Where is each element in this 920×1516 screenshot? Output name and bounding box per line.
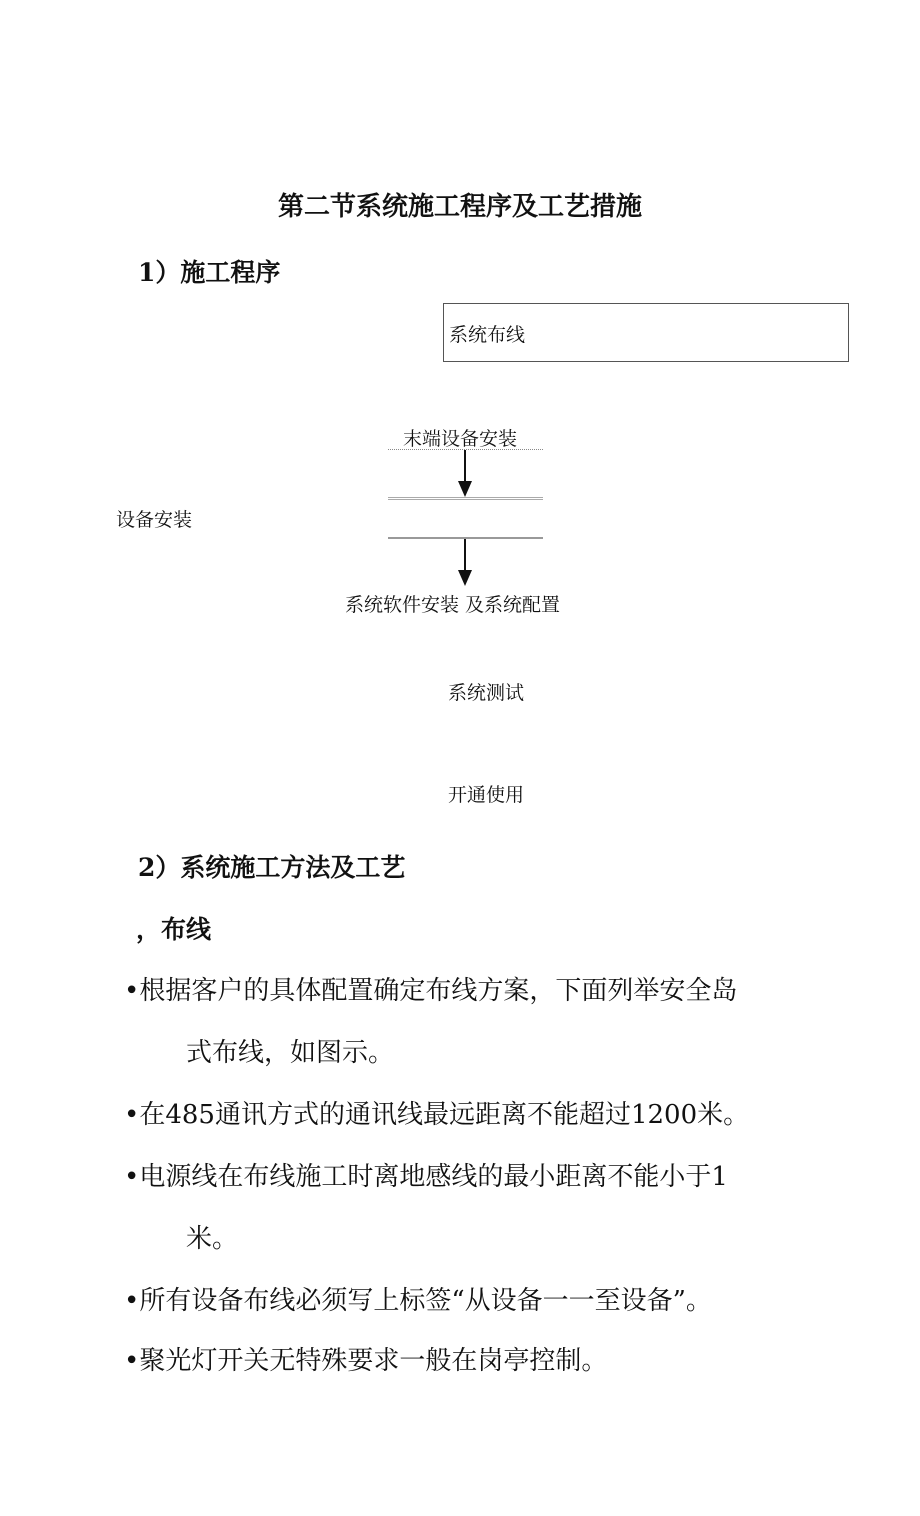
flow-side-label-device-install: 设备安装 (116, 509, 193, 531)
bullet-3-line-1: •电源线在布线施工时离地感线的最小距离不能小于1 (124, 1162, 728, 1192)
flow-arrow-down-2-shaft (464, 539, 466, 571)
bullet-3-line-2: 米。 (186, 1224, 239, 1254)
flow-box-label: 系统布线 (449, 324, 526, 346)
flow-step-terminal-install: 末端设备安装 (403, 428, 518, 450)
flow-arrow-down-1-shaft (464, 450, 466, 482)
flow-step-software-config: 系统软件安装 及系统配置 (345, 594, 561, 616)
bullet-1-line-1: •根据客户的具体配置确定布线方案，下面列举安全岛 (124, 976, 738, 1006)
subheading-wiring: ，布线 (136, 915, 212, 944)
flow-divider-double (388, 497, 543, 500)
section-heading-construction-procedure: 1）施工程序 (138, 258, 281, 287)
flow-step-system-test: 系统测试 (448, 682, 525, 704)
flow-box-system-wiring (443, 303, 849, 362)
bullet-4-line-1: •所有设备布线必须写上标签“从设备一一至设备”。 (124, 1286, 712, 1316)
bullet-2-line-1: •在485通讯方式的通讯线最远距离不能超过1200米。 (124, 1100, 750, 1130)
bullet-5-line-1: •聚光灯开关无特殊要求一般在岗亭控制。 (124, 1346, 608, 1376)
flow-step-go-live: 开通使用 (448, 784, 525, 806)
section-heading-construction-methods: 2）系统施工方法及工艺 (138, 853, 406, 882)
flow-arrow-down-1-head (458, 481, 472, 497)
page-title: 第二节系统施工程序及工艺措施 (277, 192, 642, 222)
bullet-1-line-2: 式布线，如图示。 (186, 1038, 395, 1068)
flow-arrow-down-2-head (458, 570, 472, 586)
